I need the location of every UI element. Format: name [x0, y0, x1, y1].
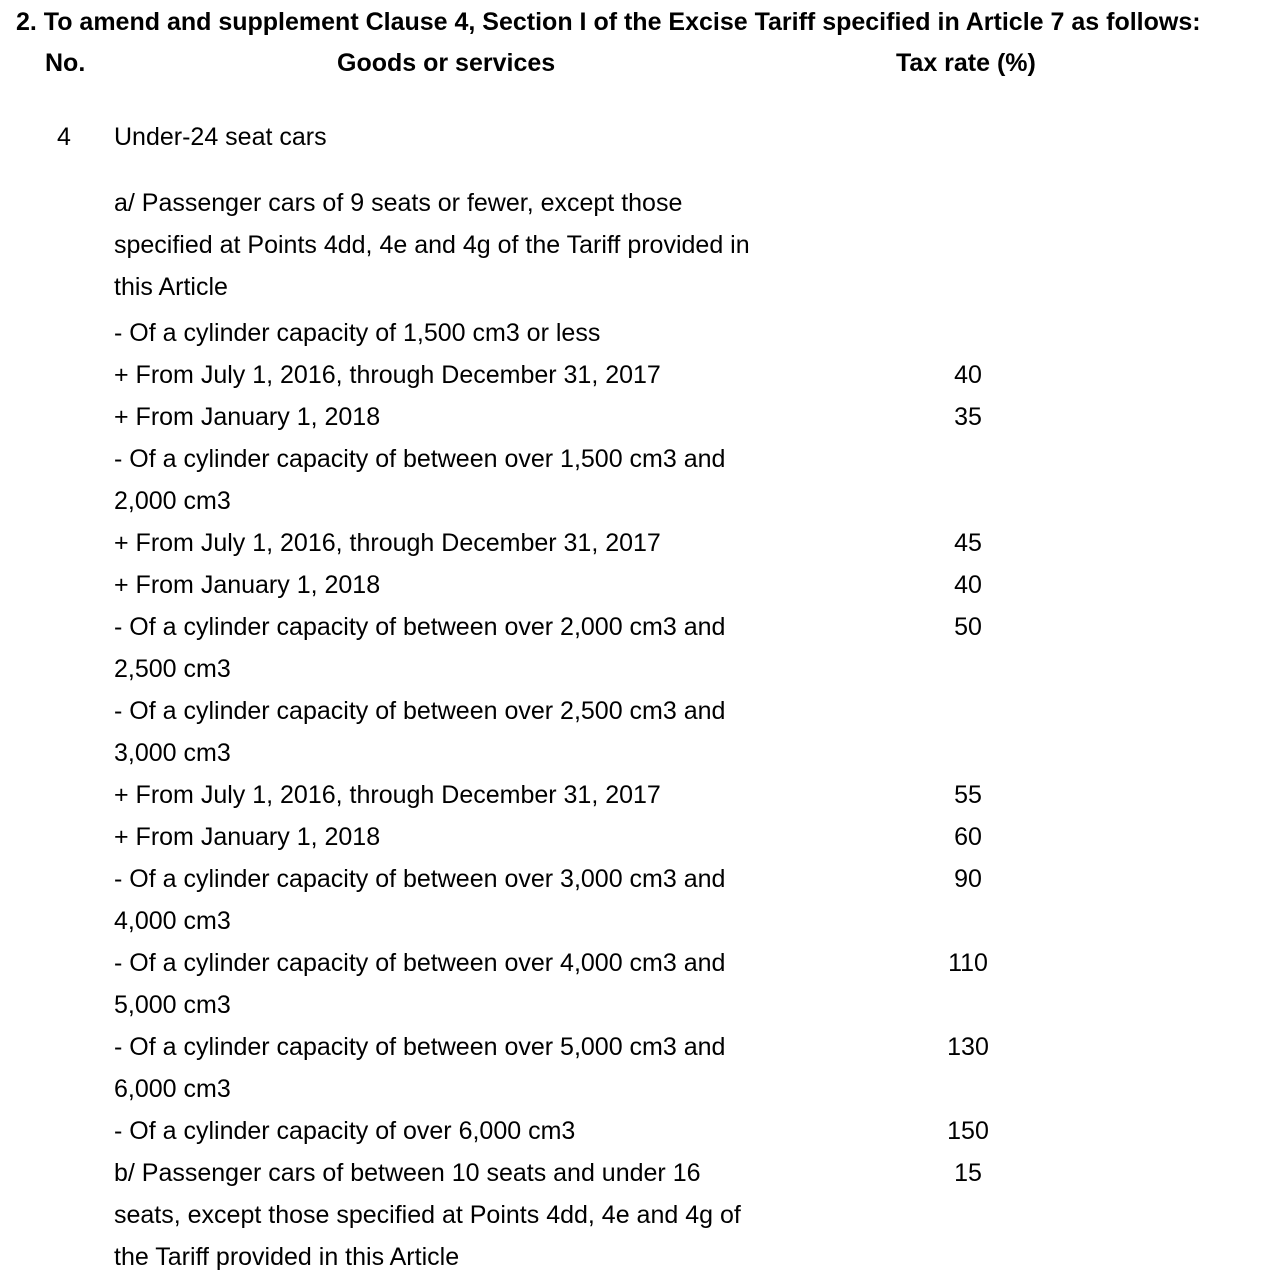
tariff-line-text: 3,000 cm3 [114, 739, 231, 767]
tariff-line [114, 1110, 1214, 1152]
tariff-line-text: the Tariff provided in this Article [114, 1243, 460, 1271]
tariff-line [114, 774, 1214, 816]
tariff-line [114, 984, 1214, 1026]
tax-rate-value: 45 [954, 529, 982, 557]
tariff-line [114, 480, 1214, 522]
tariff-line-text: 4,000 cm3 [114, 907, 231, 935]
tariff-line-text: specified at Points 4dd, 4e and 4g of the Tariff provided in [114, 231, 750, 259]
tariff-line [114, 354, 1214, 396]
tariff-line-text: - Of a cylinder capacity of 1,500 cm3 or less [114, 319, 601, 347]
tariff-line [114, 522, 1214, 564]
tariff-line [114, 900, 1214, 942]
tariff-line [114, 816, 1214, 858]
tariff-line-text: 6,000 cm3 [114, 1075, 231, 1103]
tariff-line [114, 1194, 1214, 1236]
tariff-lines [114, 182, 1214, 1278]
tax-rate-value: 40 [954, 571, 982, 599]
column-header-tax-rate: Tax rate (%) [896, 49, 1036, 77]
tariff-line-text: this Article [114, 273, 228, 301]
tariff-line [114, 438, 1214, 480]
row-number: 4 [57, 123, 71, 151]
tax-rate-value: 55 [954, 781, 982, 809]
tariff-line [114, 266, 1214, 308]
tariff-line-text: - Of a cylinder capacity of between over 5,000 cm3 and [114, 1033, 726, 1061]
tax-rate-value: 90 [954, 865, 982, 893]
row-title: Under-24 seat cars [114, 123, 327, 151]
tariff-line-text: + From January 1, 2018 [114, 403, 381, 431]
tariff-line [114, 396, 1214, 438]
tariff-line-text: + From January 1, 2018 [114, 571, 381, 599]
tariff-line-text: - Of a cylinder capacity of between over 4,000 cm3 and [114, 949, 726, 977]
tax-rate-value: 15 [954, 1159, 982, 1187]
tariff-line-text: seats, except those specified at Points 4dd, 4e and 4g of [114, 1201, 741, 1229]
tariff-line-text: + From January 1, 2018 [114, 823, 381, 851]
tariff-line-text: - Of a cylinder capacity of between over 2,000 cm3 and [114, 613, 726, 641]
tariff-line-text: a/ Passenger cars of 9 seats or fewer, except those [114, 189, 683, 217]
tariff-line-text: + From July 1, 2016, through December 31, 2017 [114, 529, 661, 557]
tariff-line [114, 564, 1214, 606]
tariff-line-text: b/ Passenger cars of between 10 seats and under 16 [114, 1159, 701, 1187]
tariff-line [114, 942, 1214, 984]
tariff-line-text: - Of a cylinder capacity of between over 3,000 cm3 and [114, 865, 726, 893]
tariff-line-text: 2,500 cm3 [114, 655, 231, 683]
tariff-line-text: + From July 1, 2016, through December 31, 2017 [114, 361, 661, 389]
column-header-goods: Goods or services [337, 49, 556, 77]
tariff-line-text: - Of a cylinder capacity of between over 1,500 cm3 and [114, 445, 726, 473]
tariff-line-text: + From July 1, 2016, through December 31, 2017 [114, 781, 661, 809]
tariff-line-text: 5,000 cm3 [114, 991, 231, 1019]
tariff-line [114, 1236, 1214, 1278]
tariff-line [114, 1026, 1214, 1068]
tariff-line-text: - Of a cylinder capacity of over 6,000 cm3 [114, 1117, 576, 1145]
tax-rate-value: 130 [947, 1033, 989, 1061]
tariff-line [114, 858, 1214, 900]
tax-rate-value: 40 [954, 361, 982, 389]
tariff-line [114, 732, 1214, 774]
tariff-line [114, 1152, 1214, 1194]
tariff-line [114, 224, 1214, 266]
column-header-no: No. [45, 49, 86, 77]
tariff-line [114, 182, 1214, 224]
tariff-line-text: - Of a cylinder capacity of between over 2,500 cm3 and [114, 697, 726, 725]
tariff-line [114, 648, 1214, 690]
tax-rate-value: 35 [954, 403, 982, 431]
section-heading: 2. To amend and supplement Clause 4, Section I of the Excise Tariff specified in Article 7 as follows: [16, 8, 1201, 36]
tax-rate-value: 60 [954, 823, 982, 851]
tax-rate-value: 110 [948, 949, 988, 977]
tariff-line [114, 1068, 1214, 1110]
tax-rate-value: 50 [954, 613, 982, 641]
tax-rate-value: 150 [947, 1117, 989, 1145]
tariff-line [114, 690, 1214, 732]
tariff-line-text: 2,000 cm3 [114, 487, 231, 515]
tariff-line [114, 606, 1214, 648]
tariff-line [114, 312, 1214, 354]
